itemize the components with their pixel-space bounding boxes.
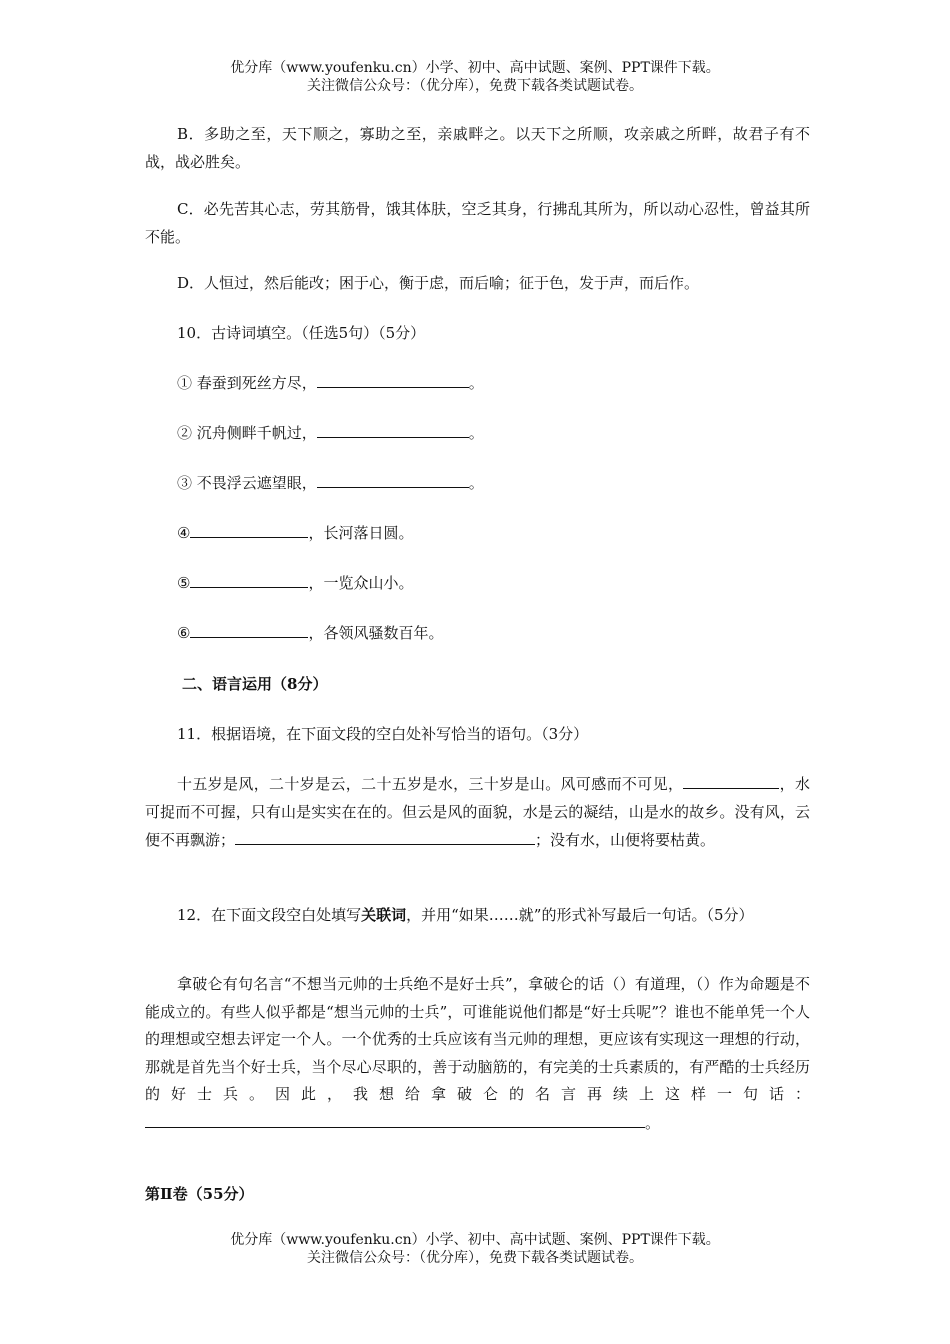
poem-line-4-text: ，长河落日圆。 <box>308 524 414 542</box>
q11-text-3: ；没有水，山便将要枯黄。 <box>535 831 716 849</box>
answer-blank[interactable] <box>317 369 469 388</box>
answer-blank-continued[interactable] <box>637 1109 645 1128</box>
poem-line-1-text: ① 春蚕到死丝方尽， <box>177 374 317 392</box>
q12-end: 。 <box>645 1113 661 1132</box>
answer-blank[interactable] <box>317 419 469 438</box>
part-2-title: 第Ⅱ卷（55分） <box>145 1185 254 1203</box>
poem-line-3 <box>177 469 842 497</box>
poem-line-6-text: ，各领风骚数百年。 <box>308 624 444 642</box>
page-header <box>0 59 950 95</box>
answer-blank[interactable] <box>190 519 308 538</box>
poem-line-2-end: 。 <box>468 424 484 442</box>
option-c: C．必先苦其心志，劳其筋骨，饿其体肤，空乏其身，行拂乱其所为，所以动心忍性，曾益其所不能。 <box>145 200 810 246</box>
poem-line-5-number: ⑤ <box>177 574 191 592</box>
q11-text-1: 十五岁是风，二十岁是云，二十五岁是水，三十岁是山。风可感而不可见， <box>177 775 684 793</box>
poem-line-4-number: ④ <box>177 524 191 542</box>
option-d: D．人恒过，然后能改；困于心，衡于虑，而后喻；征于色，发于声，而后作。 <box>177 274 700 292</box>
section-2-title: 二、语言运用（8分） <box>182 675 328 693</box>
answer-blank[interactable] <box>190 569 308 588</box>
answer-blank[interactable] <box>317 469 469 488</box>
q11-text-2: ，水可捉而不可握，只有山是实实在在的。但云是风的面貌，水是云的凝结，山是水的故乡。没有风，云便不再飘游； <box>145 775 810 849</box>
footer-line-1: 优分库（www.youfenku.cn）小学、初中、高中试题、案例、PPT课件下载。 <box>230 1232 720 1248</box>
question-11-title: 11．根据语境，在下面文段的空白处补写恰当的语句。（3分） <box>177 725 589 743</box>
header-line-2: 关注微信公众号：（优分库），免费下载各类试题试卷。 <box>307 78 643 94</box>
answer-blank[interactable] <box>190 619 308 638</box>
poem-line-6-number: ⑥ <box>177 624 191 642</box>
poem-line-6 <box>177 619 842 647</box>
q12-title-keyword: 关联词 <box>361 906 407 924</box>
question-12-title <box>145 901 810 929</box>
poem-line-1 <box>177 369 842 397</box>
q12-passage-text: 拿破仑有句名言“不想当元帅的士兵绝不是好士兵”，拿破仑的话（）有道理，（）作为命题是不能成立的。有些人似乎都是“想当元帅的士兵”，可谁能说他们都是“好士兵呢”？谁也不能单凭一个人的理想或空想去评定一个人。一个优秀的士兵应该有当元帅的理想，更应该有实现这一理想的行动，那就是首先当个好士兵，当个尽心尽职的，善于动脑筋的，有完美的士兵素质的，有严酷的士兵经历的好士兵。因此，我想给拿破仑的名言再续上这样一句话： <box>145 975 810 1103</box>
poem-line-3-text: ③ 不畏浮云遮望眼， <box>177 474 317 492</box>
answer-blank[interactable] <box>145 1109 637 1128</box>
poem-line-4 <box>177 519 842 547</box>
poem-line-2-text: ② 沉舟侧畔千帆过， <box>177 424 317 442</box>
question-10-title: 10．古诗词填空。（任选5句）（5分） <box>177 324 426 342</box>
page-footer <box>0 1231 950 1267</box>
poem-line-2 <box>177 419 842 447</box>
header-line-1: 优分库（www.youfenku.cn）小学、初中、高中试题、案例、PPT课件下载。 <box>230 60 720 76</box>
question-11-passage <box>145 770 810 854</box>
poem-line-5 <box>177 569 842 597</box>
answer-blank-continued[interactable] <box>757 770 779 789</box>
footer-line-2: 关注微信公众号：（优分库），免费下载各类试题试卷。 <box>307 1250 643 1266</box>
poem-line-3-end: 。 <box>468 474 484 492</box>
answer-blank[interactable] <box>683 770 757 789</box>
answer-blank[interactable] <box>235 826 535 845</box>
q12-title-post: ，并用“如果……就”的形式补写最后一句话。（5分） <box>406 906 754 924</box>
option-b: B．多助之至，天下顺之，寡助之至，亲戚畔之。以天下之所顺，攻亲戚之所畔，故君子有不战，战必胜矣。 <box>145 125 810 171</box>
poem-line-1-end: 。 <box>468 374 484 392</box>
poem-line-5-text: ，一览众山小。 <box>308 574 414 592</box>
question-12-passage <box>145 971 810 1137</box>
q12-title-pre: 12．在下面文段空白处填写 <box>177 906 362 924</box>
